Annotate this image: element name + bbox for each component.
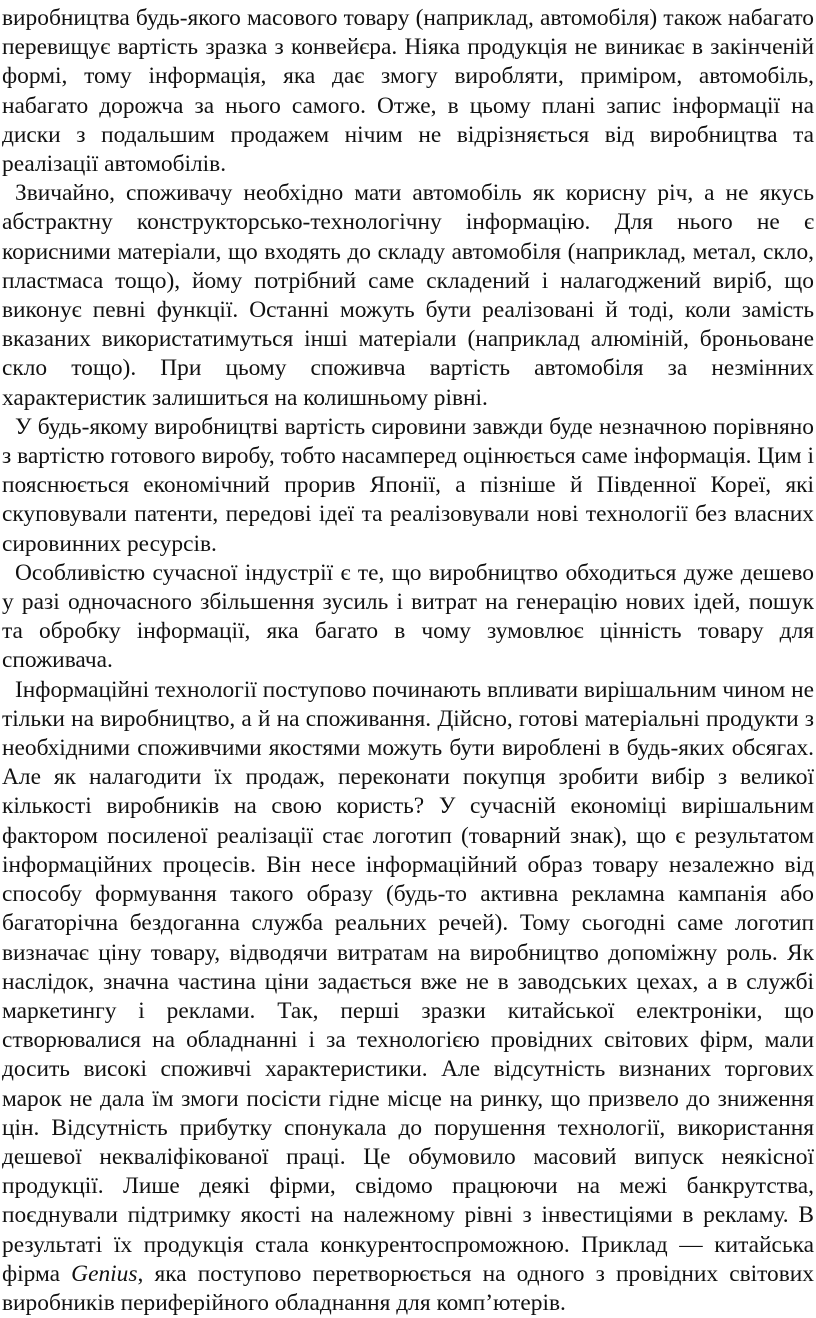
paragraph-2: Звичайно, споживачу необхідно мати автомобіль як корисну річ, а не якусь абстрактну конструкторсько-технологічну інформацію. Для нього не є корисними матеріали, що входять до складу автомобіля (наприклад, метал, скло, пластмаса тощо), йому потрібний саме складений і налагоджений виріб, що виконує певні функції. Останні можуть бути реалізовані й тоді, коли замість вказаних використатимуться інші матеріали (наприклад алюміній, броньоване скло тощо). При цьому споживча вартість автомобіля за незмінних характеристик залишиться на колишньому рівні. [2, 180, 814, 411]
paragraph-5-text-a: Інформаційні технології поступово починають впливати вирішальним чином не тільки на виробництво, а й на споживання. Дійсно, готові матеріальні продукти з необхідними споживчими якостями можуть бути вироблені в будь-яких обсягах. Але як налагодити їх продаж, переконати покупця зробити вибір з великої кількості виробників на свою користь? У сучасній економіці вирішальним фактором посиленої реалізації стає логотип (товарний знак), що є результатом інформаційних процесів. Він несе інформаційний образ товару незалежно від способу формування такого образу (будь-то активна рекламна кампанія або багаторічна бездоганна служба реальних речей). Тому сьогодні саме логотип визначає ціну товару, відводячи витратам на виробництво допоміжну роль. Як наслідок, значна частина ціни задається вже не в заводських цехах, а в службі маркетингу і реклами. Так, перші зразки китайської електроніки, що створювалися на обладнанні і за технологією провідних світових фірм, мали досить високі споживчі характеристики. Але відсутність визнаних торгових марок не дала їм змоги посісти гідне місце на ринку, що призвело до зниження цін. Відсутність прибутку спонукала до порушення технології, використання дешевої некваліфікованої праці. Це обумовило масовий випуск неякісної продукції. Лише деякі фірми, свідомо працюючи на межі банкрутства, поєднували підтримку якості на належному рівні з інвестиціями в рекламу. В результаті їх продукція стала конкурентоспроможною. Приклад — китайська фірма [2, 676, 814, 1287]
paragraph-5 [2, 676, 814, 1318]
paragraph-1: виробництва будь-якого масового товару (наприклад, автомобіля) також набагато перевищує вартість зразка з конвейєра. Ніяка продукція не виникає в закінченій формі, тому інформація, яка дає змогу виробляти, приміром, автомобіль, набагато дорожча за нього самого. Отже, в цьому плані запис інформації на диски з подальшим продажем нічим не відрізняється від виробництва та реалізації автомобілів. [2, 5, 814, 178]
paragraph-4: Особливістю сучасної індустрії є те, що виробництво обходиться дуже дешево у разі одночасного збільшення зусиль і витрат на генерацію нових ідей, пошук та обробку інформації, яка багато в чому зумовлює цінність товару для споживача. [2, 559, 814, 674]
paragraph-3: У будь-якому виробництві вартість сировини завжди буде незначною порівняно з вартістю готового виробу, тобто насамперед оцінюється саме інформація. Цим і пояснюється економічний прорив Японії, а пізніше й Південної Кореї, які скуповували патенти, передові ідеї та реалізовували нові технології без власних сировинних ресурсів. [2, 413, 814, 557]
paragraph-5-text-b: , яка поступово перетворюється на одного з провідних світових виробників периферійного обладнання для комп’ютерів. [2, 1260, 815, 1316]
brand-name-genius: Genius [71, 1260, 138, 1287]
